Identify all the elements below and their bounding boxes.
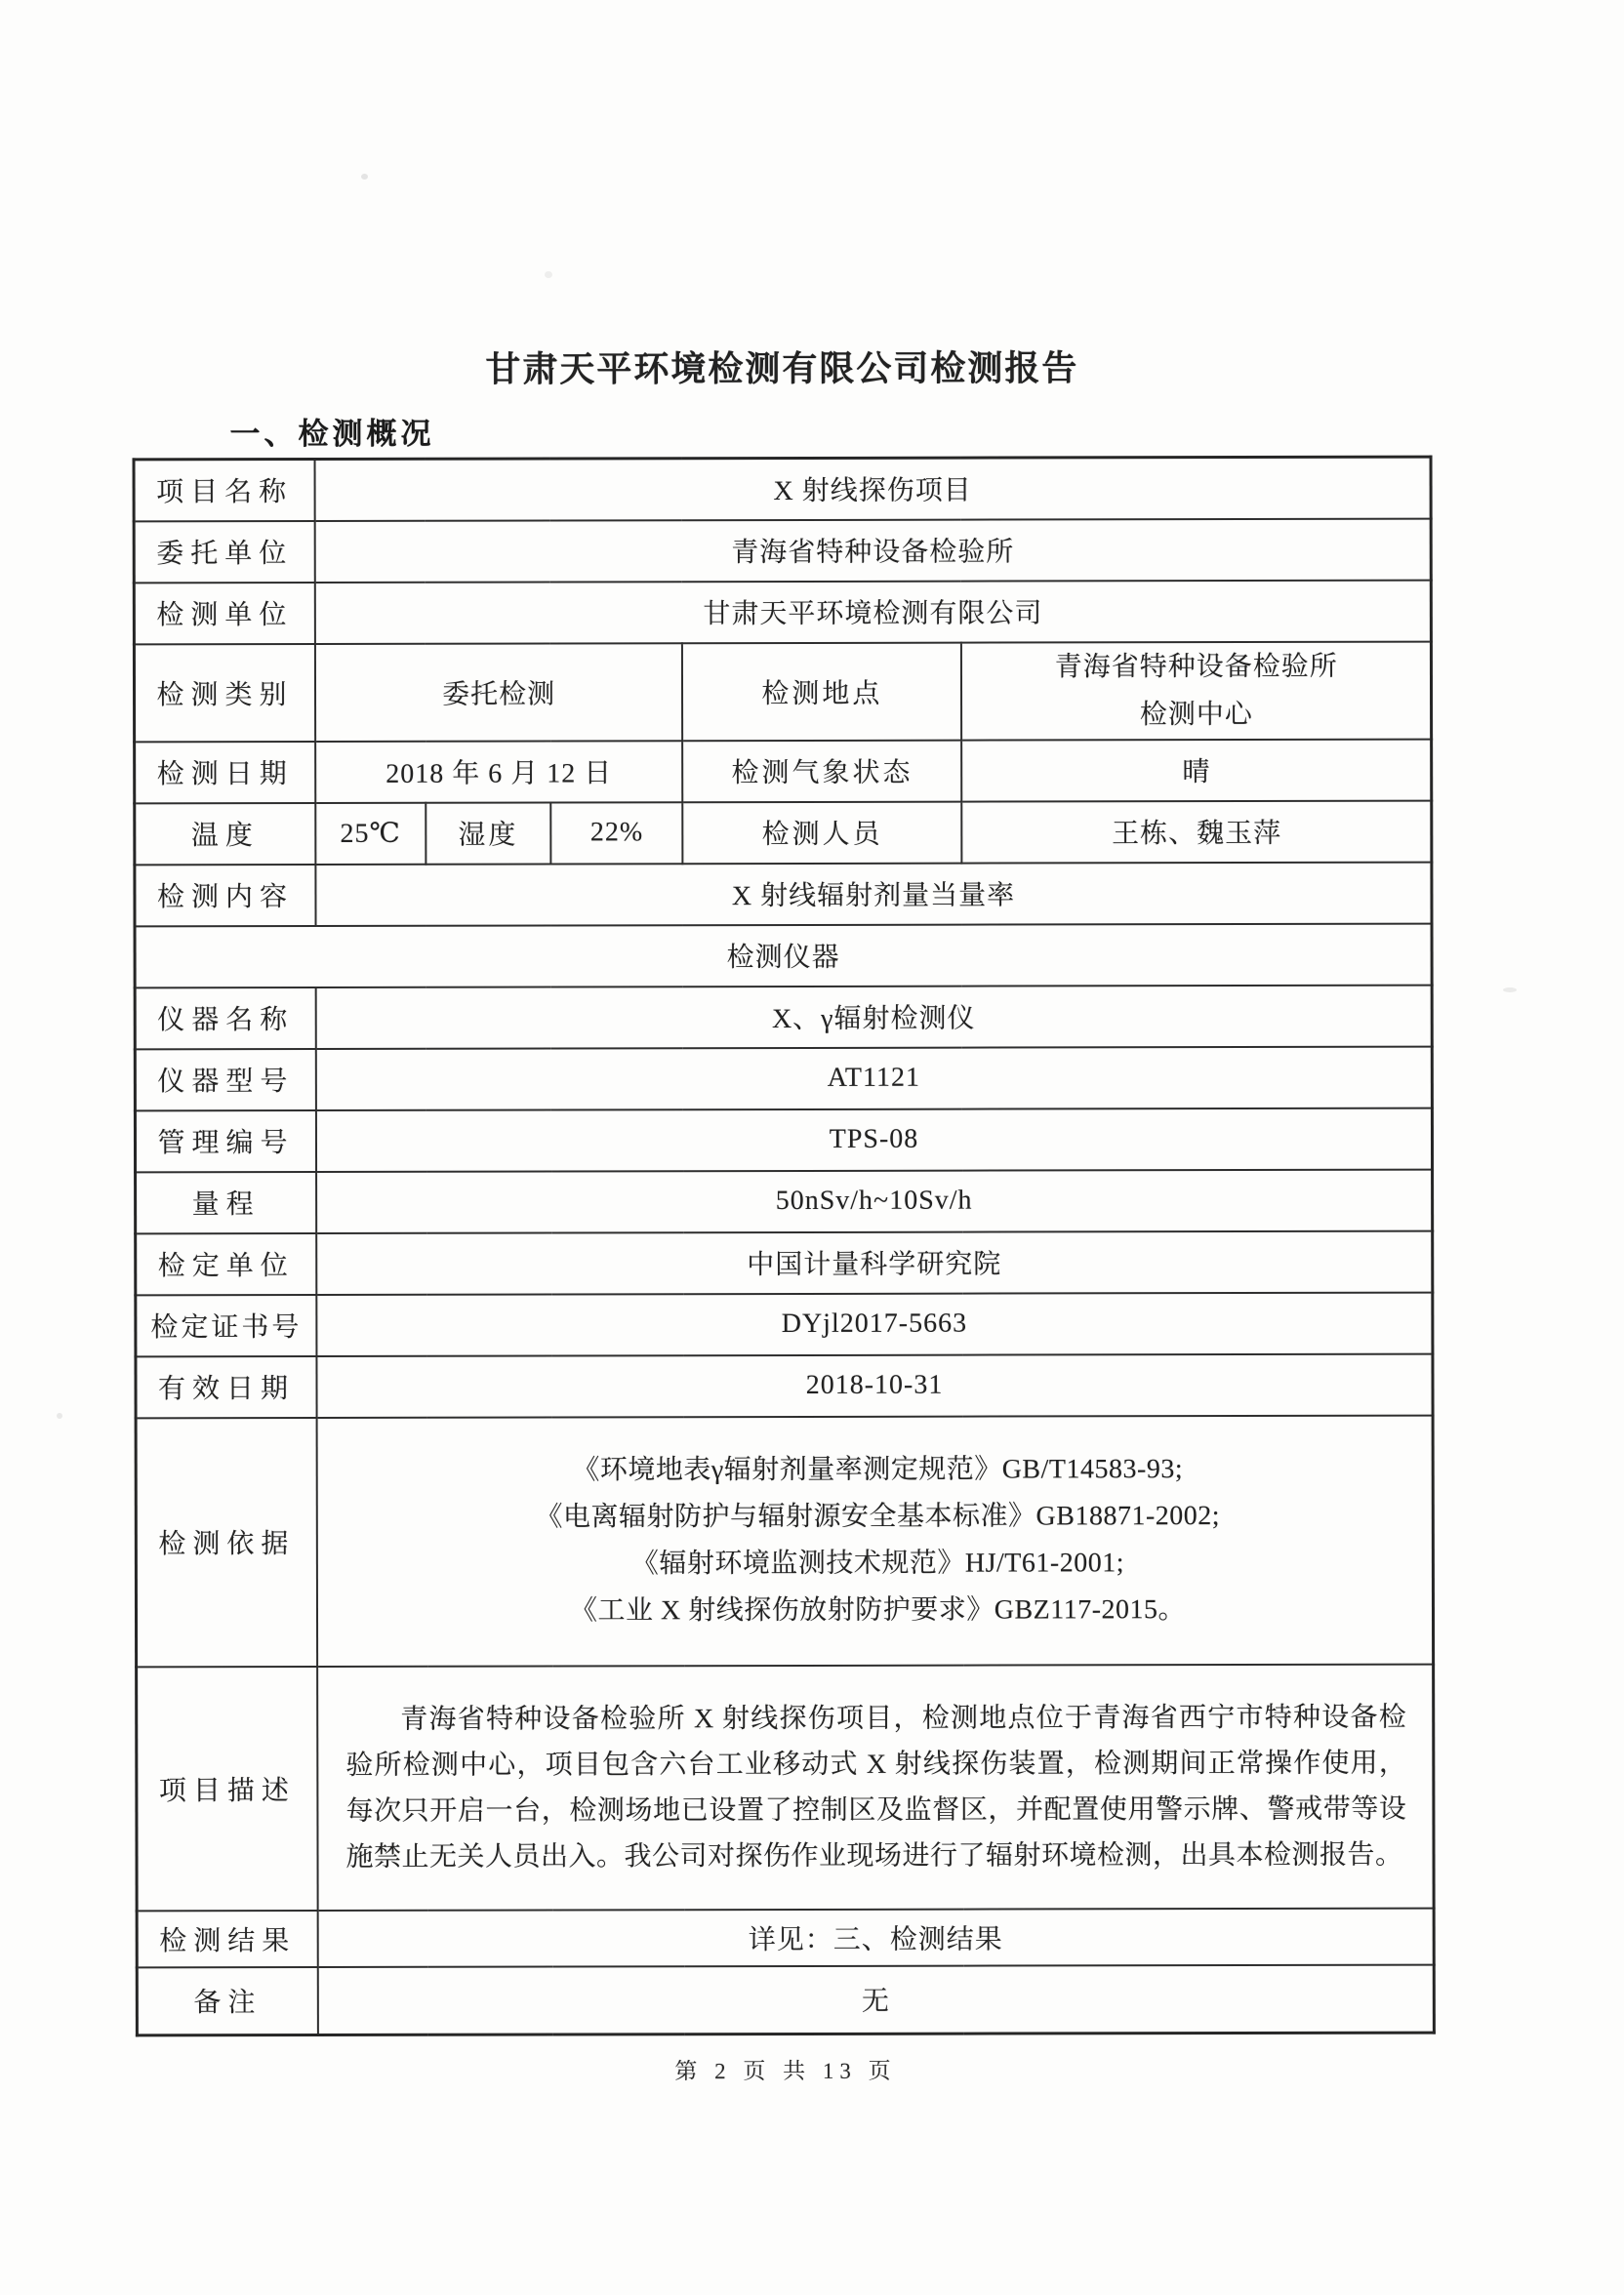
measuring-range-value: 50nSv/h~10Sv/h bbox=[316, 1169, 1433, 1232]
test-location-line2: 检测中心 bbox=[1139, 699, 1253, 730]
management-no-value: TPS-08 bbox=[316, 1108, 1433, 1171]
row-test-result bbox=[137, 1908, 1434, 1967]
test-basis-line-1: 《环境地表γ辐射剂量率测定规范》GB/T14583-93; bbox=[572, 1454, 1184, 1486]
certificate-no-value: DYjl2017-5663 bbox=[316, 1292, 1433, 1355]
test-content-label: 检测内容 bbox=[135, 865, 316, 926]
valid-date-label: 有效日期 bbox=[136, 1356, 317, 1418]
test-result-label: 检测结果 bbox=[137, 1911, 318, 1967]
personnel-label: 检测人员 bbox=[682, 801, 962, 864]
remarks-value: 无 bbox=[318, 1964, 1435, 2034]
personnel-value: 王栋、魏玉萍 bbox=[962, 800, 1432, 863]
test-date-label: 检测日期 bbox=[135, 742, 316, 803]
row-calibration-org bbox=[136, 1230, 1433, 1295]
row-temperature-humidity bbox=[135, 800, 1432, 865]
project-description-label: 项目描述 bbox=[137, 1667, 318, 1911]
management-no-label: 管理编号 bbox=[135, 1110, 316, 1172]
section-heading-overview: 一、检测概况 bbox=[229, 416, 435, 452]
testing-org-label: 检测单位 bbox=[134, 583, 315, 644]
row-test-content bbox=[135, 862, 1432, 926]
client-label: 委托单位 bbox=[134, 521, 315, 583]
humidity-value: 22% bbox=[551, 802, 683, 864]
instrument-model-value: AT1121 bbox=[316, 1046, 1433, 1109]
row-management-no bbox=[135, 1108, 1432, 1172]
row-remarks bbox=[137, 1964, 1434, 2035]
test-result-value: 详见：三、检测结果 bbox=[318, 1908, 1435, 1966]
instrument-model-label: 仪器型号 bbox=[135, 1049, 316, 1110]
project-description-paragraph: 青海省特种设备检验所 X 射线探伤项目，检测地点位于青海省西宁市特种设备检验所检测中心，项目包含六台工业移动式 X 射线探伤装置，检测期间正常操作使用，每次只开启一台，检测场地已设置了控制区及监督区，并配置使用警示牌、警戒带等设施禁止无关人员出入。我公司对探伤作业现场进行了辐射环境检测，出具本检测报告。 bbox=[345, 1702, 1407, 1873]
test-location-line1: 青海省特种设备检验所 bbox=[1054, 651, 1338, 682]
row-client bbox=[134, 518, 1431, 583]
row-test-basis bbox=[136, 1415, 1434, 1667]
valid-date-value: 2018-10-31 bbox=[316, 1353, 1433, 1417]
row-certificate-no bbox=[136, 1292, 1433, 1356]
report-title: 甘肃天平环境检测有限公司检测报告 bbox=[485, 348, 1079, 389]
test-basis-line-4: 《工业 X 射线探伤放射防护要求》GBZ117-2015。 bbox=[569, 1594, 1187, 1627]
test-basis-label: 检测依据 bbox=[136, 1418, 317, 1667]
calibration-org-value: 中国计量科学研究院 bbox=[316, 1230, 1433, 1294]
weather-label: 检测气象状态 bbox=[682, 740, 962, 802]
page-number-footer: 第 2 页 共 13 页 bbox=[674, 2058, 897, 2084]
temperature-label: 温度 bbox=[135, 803, 316, 865]
remarks-label: 备注 bbox=[137, 1967, 318, 2035]
test-category-label: 检测类别 bbox=[134, 644, 315, 742]
test-basis-line-3: 《辐射环境监测技术规范》HJ/T61-2001; bbox=[630, 1548, 1124, 1580]
row-testing-org bbox=[134, 580, 1431, 644]
test-location-label: 检测地点 bbox=[682, 642, 962, 741]
calibration-org-label: 检定单位 bbox=[136, 1233, 317, 1295]
test-date-value: 2018 年 6 月 12 日 bbox=[315, 741, 682, 803]
row-instrument-model bbox=[135, 1046, 1432, 1110]
instruments-header: 检测仪器 bbox=[135, 923, 1432, 987]
row-test-category bbox=[134, 641, 1431, 742]
scan-speck bbox=[57, 1413, 62, 1419]
measuring-range-label: 量程 bbox=[136, 1172, 317, 1233]
row-test-date bbox=[135, 739, 1432, 803]
test-basis-line-2: 《电离辐射防护与辐射源安全基本标准》GB18871-2002; bbox=[535, 1501, 1221, 1533]
report-content bbox=[132, 0, 1437, 2296]
instrument-name-value: X、γ辐射检测仪 bbox=[316, 985, 1433, 1048]
testing-org-value: 甘肃天平环境检测有限公司 bbox=[315, 580, 1432, 643]
client-value: 青海省特种设备检验所 bbox=[315, 518, 1432, 582]
certificate-no-label: 检定证书号 bbox=[136, 1295, 317, 1356]
project-name-label: 项目名称 bbox=[134, 460, 315, 521]
weather-value: 晴 bbox=[962, 739, 1432, 801]
test-location-value bbox=[961, 641, 1431, 740]
humidity-label: 湿度 bbox=[426, 802, 551, 864]
project-name-value: X 射线探伤项目 bbox=[315, 457, 1432, 520]
row-project-description bbox=[137, 1664, 1435, 1911]
test-category-value: 委托检测 bbox=[315, 643, 682, 742]
overview-table bbox=[133, 456, 1436, 2037]
row-instruments-header bbox=[135, 923, 1432, 987]
row-instrument-name bbox=[135, 985, 1432, 1049]
test-basis-value bbox=[317, 1415, 1434, 1666]
row-valid-date bbox=[136, 1353, 1433, 1418]
row-project-name bbox=[134, 457, 1431, 521]
test-content-value: X 射线辐射剂量当量率 bbox=[315, 862, 1432, 925]
row-measuring-range bbox=[136, 1169, 1433, 1233]
project-description-value bbox=[317, 1664, 1434, 1910]
temperature-value: 25℃ bbox=[315, 802, 426, 864]
instrument-name-label: 仪器名称 bbox=[135, 987, 316, 1049]
scan-speck bbox=[1503, 987, 1517, 992]
